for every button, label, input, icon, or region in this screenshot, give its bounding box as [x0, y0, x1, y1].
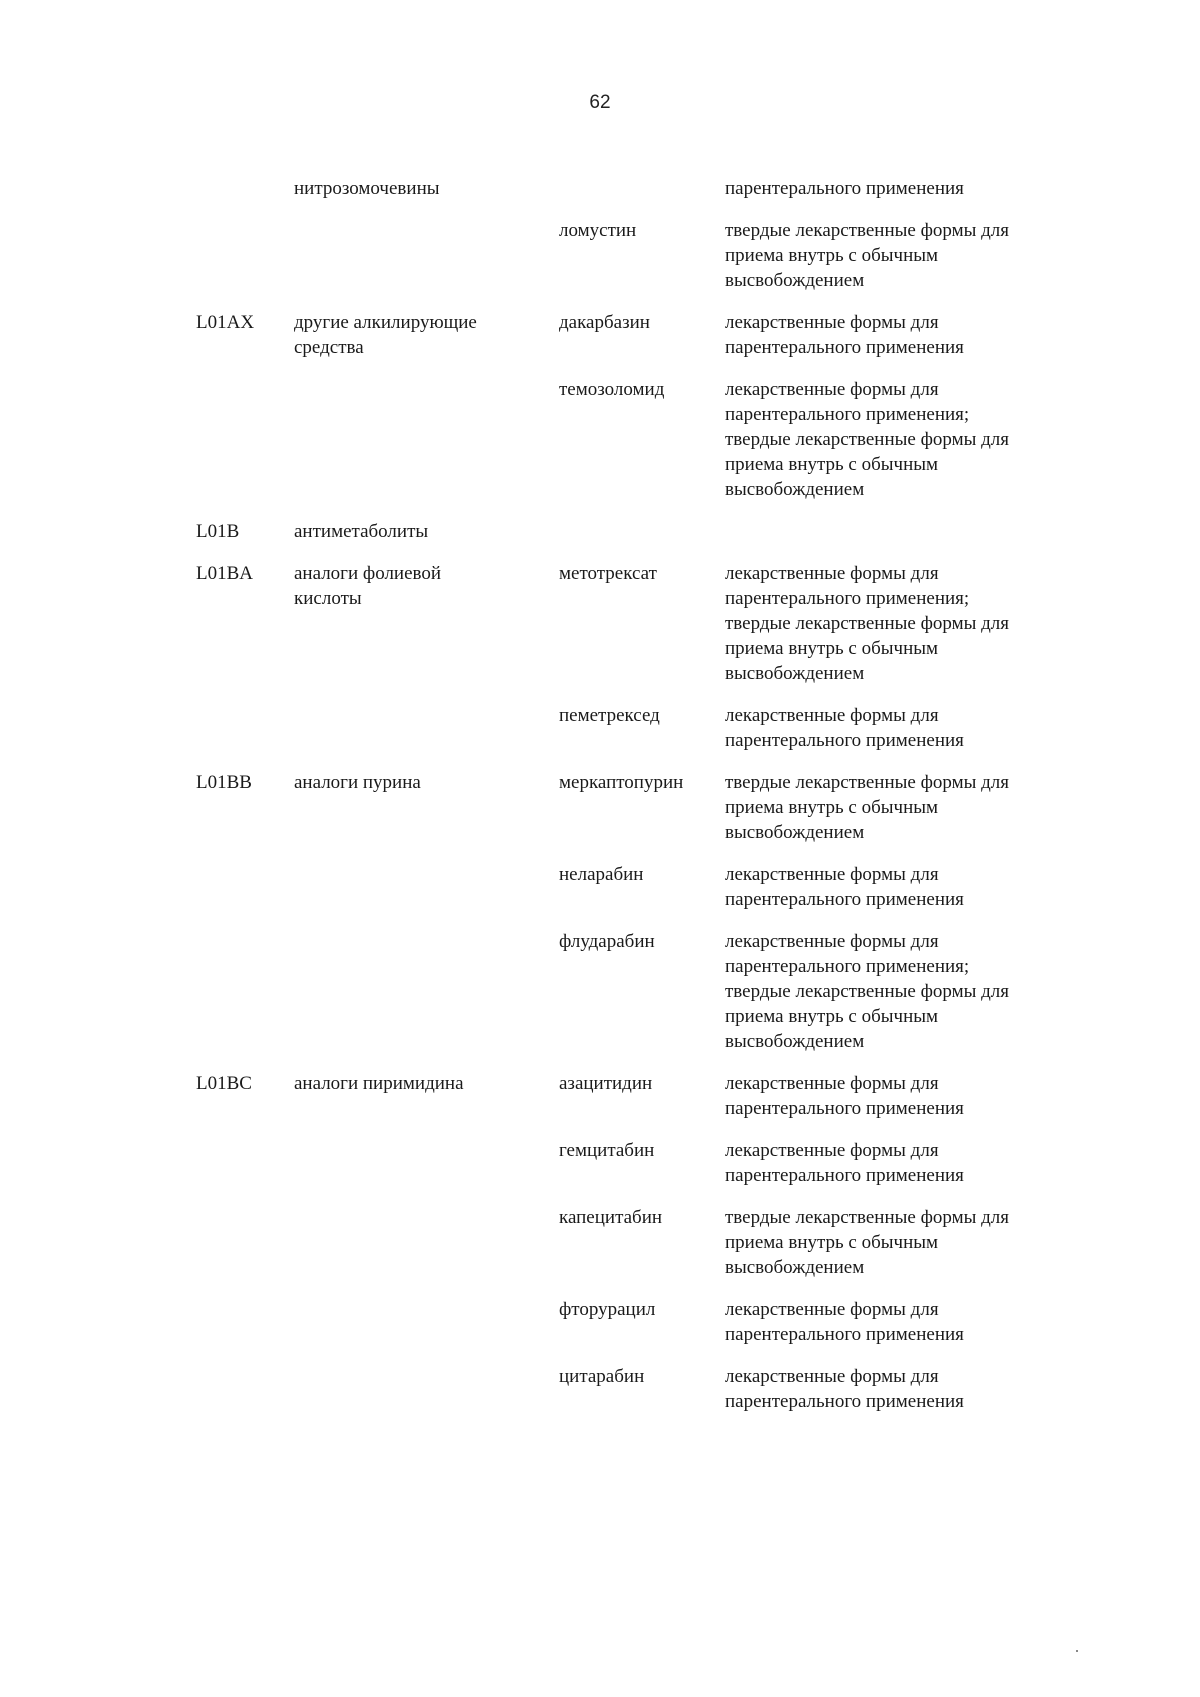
group-line: другие алкилирующие — [294, 312, 477, 333]
table-row — [0, 218, 1200, 293]
table-row — [0, 1205, 1200, 1280]
dosage-form-line: парентерального применения — [725, 889, 964, 910]
dosage-form-line: высвобождением — [725, 270, 865, 291]
dosage-form-line: парентерального применения; — [725, 588, 970, 609]
dosage-form — [725, 862, 1085, 912]
dosage-form — [725, 561, 1085, 686]
dosage-form-line: лекарственные формы для — [725, 1140, 939, 1161]
dosage-form — [725, 1071, 1085, 1121]
drug-name: фторурацил — [559, 1299, 656, 1320]
dosage-form-line: парентерального применения — [725, 730, 964, 751]
dosage-form — [725, 176, 1085, 201]
dosage-form-line: приема внутрь с обычным — [725, 797, 939, 818]
drug-name: неларабин — [559, 864, 644, 885]
table-row — [0, 770, 1200, 845]
dosage-form-line: твердые лекарственные формы для — [725, 613, 1010, 634]
dosage-form-line: твердые лекарственные формы для — [725, 772, 1010, 793]
dosage-form-line: высвобождением — [725, 822, 865, 843]
dosage-form-line: лекарственные формы для — [725, 1366, 939, 1387]
dosage-form-line: парентерального применения; — [725, 956, 970, 977]
group-line: аналоги пиримидина — [294, 1073, 464, 1094]
table-row — [0, 377, 1200, 502]
anatomical-therapeutic-group — [294, 561, 534, 611]
table-row — [0, 862, 1200, 912]
group-line: кислоты — [294, 588, 362, 609]
dosage-form-line: высвобождением — [725, 479, 865, 500]
anatomical-therapeutic-group — [294, 519, 534, 544]
dosage-form-line: приема внутрь с обычным — [725, 638, 939, 659]
group-line: нитрозомочевины — [294, 178, 440, 199]
dosage-form-line: приема внутрь с обычным — [725, 245, 939, 266]
scan-speck — [1076, 1650, 1078, 1652]
group-line: средства — [294, 337, 364, 358]
atc-code: L01BA — [196, 563, 253, 584]
atc-code: L01B — [196, 521, 240, 542]
dosage-form-line: парентерального применения — [725, 1324, 964, 1345]
group-line: аналоги пурина — [294, 772, 421, 793]
drug-name: метотрексат — [559, 563, 657, 584]
dosage-form-line: парентерального применения; — [725, 404, 970, 425]
dosage-form-line: высвобождением — [725, 1257, 865, 1278]
drug-name: дакарбазин — [559, 312, 650, 333]
dosage-form — [725, 1297, 1085, 1347]
dosage-form — [725, 703, 1085, 753]
drug-name: капецитабин — [559, 1207, 663, 1228]
drug-name: ломустин — [559, 220, 637, 241]
dosage-form-line: лекарственные формы для — [725, 379, 939, 400]
table-row — [0, 561, 1200, 686]
dosage-form-line: приема внутрь с обычным — [725, 1232, 939, 1253]
drug-name: темозоломид — [559, 379, 665, 400]
table-row — [0, 929, 1200, 1054]
drug-name: гемцитабин — [559, 1140, 655, 1161]
dosage-form — [725, 770, 1085, 845]
anatomical-therapeutic-group — [294, 310, 534, 360]
dosage-form-line: лекарственные формы для — [725, 312, 939, 333]
table-row — [0, 703, 1200, 753]
drug-name: цитарабин — [559, 1366, 645, 1387]
page-number: 62 — [589, 92, 611, 113]
dosage-form-line: парентерального применения — [725, 1391, 964, 1412]
table-row — [0, 519, 1200, 544]
dosage-form-line: высвобождением — [725, 1031, 865, 1052]
atc-code: L01AX — [196, 312, 255, 333]
dosage-form-line: парентерального применения — [725, 337, 964, 358]
dosage-form-line: лекарственные формы для — [725, 563, 939, 584]
dosage-form-line: твердые лекарственные формы для — [725, 981, 1010, 1002]
dosage-form-line: лекарственные формы для — [725, 1073, 939, 1094]
drug-name: пеметрексед — [559, 705, 660, 726]
group-line: аналоги фолиевой — [294, 563, 442, 584]
dosage-form-line: приема внутрь с обычным — [725, 1006, 939, 1027]
dosage-form-line: твердые лекарственные формы для — [725, 429, 1010, 450]
anatomical-therapeutic-group — [294, 770, 534, 795]
anatomical-therapeutic-group — [294, 1071, 534, 1096]
table-row — [0, 1364, 1200, 1414]
drug-name: флударабин — [559, 931, 655, 952]
group-line: антиметаболиты — [294, 521, 429, 542]
atc-code: L01BC — [196, 1073, 252, 1094]
dosage-form-line: лекарственные формы для — [725, 1299, 939, 1320]
dosage-form — [725, 218, 1085, 293]
table-row — [0, 176, 1200, 201]
dosage-form — [725, 1138, 1085, 1188]
atc-code: L01BB — [196, 772, 252, 793]
dosage-form-line: твердые лекарственные формы для — [725, 220, 1010, 241]
dosage-form-line: лекарственные формы для — [725, 931, 939, 952]
table-row — [0, 310, 1200, 360]
dosage-form — [725, 310, 1085, 360]
dosage-form — [725, 377, 1085, 502]
drug-name: меркаптопурин — [559, 772, 684, 793]
dosage-form — [725, 929, 1085, 1054]
dosage-form-line: твердые лекарственные формы для — [725, 1207, 1010, 1228]
dosage-form-line: парентерального применения — [725, 1165, 964, 1186]
dosage-form-line: высвобождением — [725, 663, 865, 684]
dosage-form — [725, 1364, 1085, 1414]
anatomical-therapeutic-group — [294, 176, 534, 201]
dosage-form-line: лекарственные формы для — [725, 864, 939, 885]
table-row — [0, 1138, 1200, 1188]
dosage-form — [725, 1205, 1085, 1280]
dosage-form-line: лекарственные формы для — [725, 705, 939, 726]
table-row — [0, 1071, 1200, 1121]
drug-name: азацитидин — [559, 1073, 653, 1094]
dosage-form-line: парентерального применения — [725, 178, 964, 199]
table-row — [0, 1297, 1200, 1347]
dosage-form-line: парентерального применения — [725, 1098, 964, 1119]
dosage-form-line: приема внутрь с обычным — [725, 454, 939, 475]
drug-classification-table — [0, 176, 1200, 1431]
